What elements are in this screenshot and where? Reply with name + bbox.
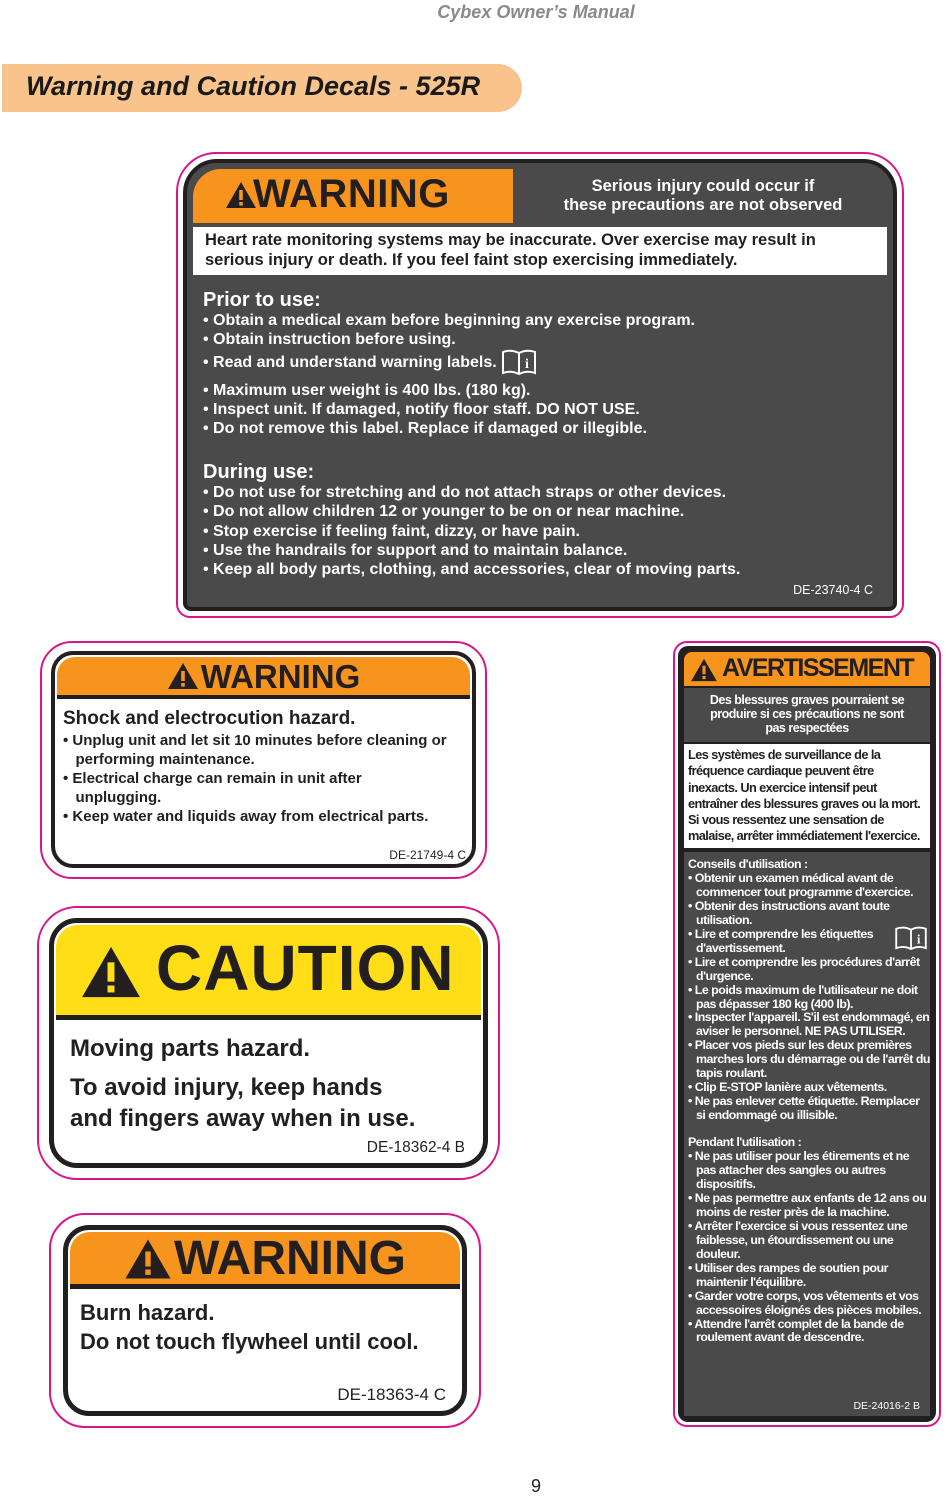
warning-header-text (519, 169, 887, 223)
warning-signal-panel (70, 1232, 460, 1289)
list-item: • Maximum user weight is 400 lbs. (180 kg). (203, 381, 531, 399)
warning-triangle-icon (690, 658, 718, 682)
shock-heading: Shock and electrocution hazard. (63, 708, 356, 729)
manual-title: Cybex Owner’s Manual (437, 2, 635, 22)
list-item: • Le poids maximum de l'utilisateur ne doit pas dépasser 180 kg (400 lb). (688, 982, 918, 1011)
notice-line: Si vous ressentez une sensation de (688, 812, 884, 828)
list-item: • Attendre l'arrêt complet de la bande de roulement avant de descendre. (688, 1316, 904, 1345)
header-line: produire si ces précautions ne sont (710, 707, 904, 721)
signal-word: WARNING (200, 658, 361, 695)
shock-hazard-text (63, 707, 468, 826)
list-item: • Obtenir un examen médical avant de commencer tout programme d'exercice. (688, 870, 914, 899)
header-line: these precautions are not observed (563, 196, 843, 214)
decal-code: DE-18363-4 C (337, 1385, 446, 1404)
notice-line: inexacts. Un exercice intensif peut (688, 779, 877, 795)
warning-notice (684, 744, 930, 848)
list-item: • Ne pas permettre aux enfants de 12 ans ou moins de rester près de la machine. (688, 1190, 927, 1219)
signal-word: WARNING (174, 1232, 406, 1285)
list-item: • Stop exercise if feeling faint, dizzy, or have pain. (203, 522, 580, 540)
notice-line: fréquence cardiaque peuvent être (688, 763, 874, 779)
list-item: • Electrical charge can remain in unit after (63, 770, 362, 787)
prior-to-use-heading: Prior to use: (203, 289, 321, 311)
section-title-tab (2, 64, 522, 112)
notice-line: serious injury or death. If you feel faint stop exercising immediately. (205, 250, 738, 269)
list-item: • Ne pas utiliser pour les étirements et ne pas attacher des sangles ou autres dispositifs. (688, 1149, 910, 1191)
caution-line: and fingers away when in use. (70, 1105, 416, 1132)
warning-notice (193, 227, 887, 275)
list-item: • Lire et comprendre les étiquettes d'avertissement. i (688, 928, 930, 956)
page-number: 9 (530, 1476, 541, 1496)
decal-french-frame (678, 646, 936, 1422)
list-item: • Ne pas enlever cette étiquette. Remplacer si endommagé ou illisible. (688, 1094, 920, 1123)
burn-line: Burn hazard. (80, 1300, 215, 1325)
decal-caution-frame (49, 918, 488, 1168)
list-item: • Unplug unit and let sit 10 minutes before cleaning or (63, 732, 447, 749)
warning-triangle-icon (124, 1238, 172, 1280)
list-item: • Obtain a medical exam before beginning any exercise program. (203, 312, 695, 329)
decal-code: DE-21749-4 C (389, 848, 466, 862)
warning-signal-panel (193, 169, 513, 223)
list-item: unplugging. (63, 789, 162, 806)
caution-line: Moving parts hazard. (70, 1035, 311, 1062)
list-item: • Placer vos pieds sur les deux premières marches lors du démarrage ou de l'arrêt du tapis roulant. (688, 1038, 930, 1081)
list-item: • Keep water and liquids away from electrical parts. (63, 808, 429, 825)
list-item: • Lire et comprendre les procédures d'arrêt d'urgence. (688, 954, 920, 983)
svg-text:i: i (524, 357, 529, 373)
decal-burn-frame (63, 1225, 467, 1416)
decal-code: DE-23740-4 C (793, 583, 873, 597)
list-item: • Garder votre corps, vos vêtements et vos accessoires éloignés des pièces mobiles. (688, 1288, 922, 1317)
notice-line: Heart rate monitoring systems may be inaccurate. Over exercise may result in (205, 231, 816, 249)
list-item: performing maintenance. (63, 751, 255, 768)
list-item: • Do not use for stretching and do not attach straps or other devices. (203, 484, 727, 502)
warning-signal-panel (57, 657, 470, 699)
warning-header-text (684, 688, 930, 742)
caution-text (70, 1033, 477, 1134)
decal-burn-warning (49, 1213, 481, 1428)
decal-caution (37, 906, 500, 1180)
decal-main-warning (176, 152, 904, 618)
warning-triangle-icon (80, 945, 142, 999)
notice-line: entraîner des blessures graves ou la mort. (688, 795, 921, 811)
list-item: • Do not remove this label. Replace if damaged or illegible. (203, 420, 647, 438)
warning-triangle-icon (167, 662, 199, 690)
during-use-heading: During use: (203, 461, 315, 484)
list-item: • Do not allow children 12 or younger to be on or near machine. (203, 503, 685, 521)
list-item: • Keep all body parts, clothing, and accessories, clear of moving parts. (203, 561, 741, 579)
svg-text:i: i (916, 931, 920, 947)
header-line: pas respectées (765, 721, 849, 735)
caution-line: To avoid injury, keep hands (70, 1074, 383, 1101)
warning-instructions (684, 852, 930, 1416)
list-item: • Utiliser des rampes de soutien pour maintenir l'équilibre. (688, 1260, 888, 1289)
signal-word: AVERTISSEMENT (722, 654, 914, 682)
list-item: • Clip E-STOP lanière aux vêtements. (688, 1080, 887, 1095)
list-item: • Arrêter l'exercice si vous ressentez une faiblesse, un étourdissement ou une douleur. (688, 1218, 908, 1261)
section-title: Warning and Caution Decals - 525R (26, 71, 481, 101)
list-item: • Use the handrails for support and to maintain balance. (203, 541, 628, 559)
notice-line: malaise, arrêter immédiatement l'exercice. (688, 828, 920, 844)
warning-signal-panel (684, 652, 930, 686)
caution-signal-panel (56, 925, 481, 1020)
header-line: Des blessures graves pourraient se (709, 693, 905, 707)
list-item: • Inspect unit. If damaged, notify floor staff. DO NOT USE. (203, 400, 640, 418)
list-item: • Read and understand warning labels. i (203, 349, 887, 380)
notice-line: Les systèmes de surveillance de la (688, 747, 881, 762)
pendant-heading: Pendant l'utilisation : (688, 1135, 802, 1150)
warning-instructions (193, 279, 887, 601)
burn-hazard-text (80, 1298, 456, 1356)
decal-code: DE-18362-4 B (366, 1139, 465, 1156)
conseils-heading: Conseils d'utilisation : (688, 857, 808, 871)
signal-word: CAUTION (156, 932, 455, 1004)
list-item: • Obtenir des instructions avant toute utilisation. (688, 898, 890, 927)
list-item: • Inspecter l'appareil. S'il est endommagé, en aviser le personnel. NE PAS UTILISER. (688, 1010, 930, 1039)
decal-french-warning (673, 641, 941, 1427)
decal-code: DE-24016-2 B (853, 1400, 920, 1413)
read-manual-icon (902, 926, 928, 954)
decal-main-frame (183, 159, 897, 611)
header-line: Serious injury could occur if (591, 177, 815, 195)
signal-word: WARNING (253, 172, 450, 216)
burn-line: Do not touch flywheel until cool. (80, 1329, 419, 1354)
read-manual-icon (501, 349, 537, 380)
decal-shock-warning (40, 641, 487, 879)
decal-shock-frame (51, 651, 476, 868)
list-item: • Obtain instruction before using. (203, 331, 456, 349)
